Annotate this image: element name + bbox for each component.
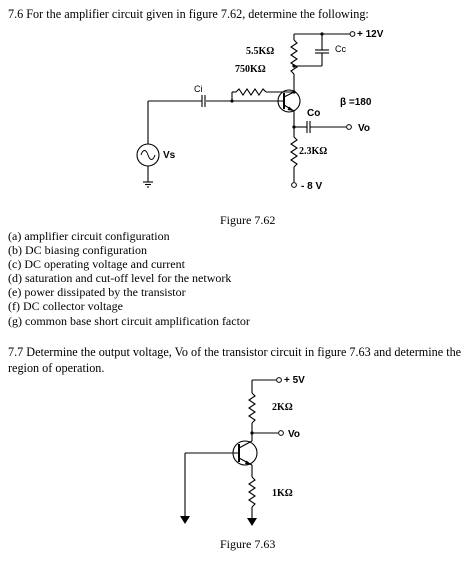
item-c: (c) DC operating voltage and current	[8, 257, 185, 272]
item-e: (e) power dissipated by the transistor	[8, 285, 186, 300]
problem-7-6-statement: 7.6 For the amplifier circuit given in figure 7.62, determine the following:	[8, 7, 369, 21]
item-g: (g) common base short circuit amplification factor	[8, 313, 250, 328]
vs-label: Vs	[163, 150, 176, 161]
re-label: 2.3KΩ	[299, 146, 328, 157]
base-ground-2	[180, 453, 239, 524]
problem-7-7-statement: 7.7 Determine the output voltage, Vo of the transistor circuit in figure 7.63 and determine the region of operation.	[8, 345, 462, 375]
rc-label: 5.5KΩ	[246, 46, 275, 57]
rc-label-2: 2KΩ	[272, 402, 293, 413]
vcc-label-2: + 5V	[284, 375, 305, 386]
re-label-2: 1KΩ	[272, 488, 293, 499]
cc-label: Cc	[335, 44, 346, 54]
vcc-label: + 12V	[357, 29, 384, 40]
vo-label-2: Vo	[288, 429, 301, 440]
vo-label: Vo	[358, 123, 371, 134]
vee-label: - 8 V	[301, 181, 323, 192]
vo-node-2	[250, 431, 283, 436]
beta-label: β =180	[340, 97, 372, 108]
item-d: (d) saturation and cut-off level for the network	[8, 271, 232, 286]
co-label: Co	[307, 108, 321, 119]
item-a: (a) amplifier circuit configuration	[8, 229, 170, 243]
figure-7-63-caption: Figure 7.63	[220, 537, 276, 551]
figure-7-62-caption: Figure 7.62	[220, 213, 276, 227]
ci-label: Ci	[194, 84, 203, 94]
item-f: (f) DC collector voltage	[8, 299, 123, 314]
item-b: (b) DC biasing configuration	[8, 243, 147, 258]
re-resistor-2	[247, 465, 257, 526]
vcc-terminal-2	[252, 378, 281, 383]
rb-label: 750KΩ	[235, 64, 266, 75]
